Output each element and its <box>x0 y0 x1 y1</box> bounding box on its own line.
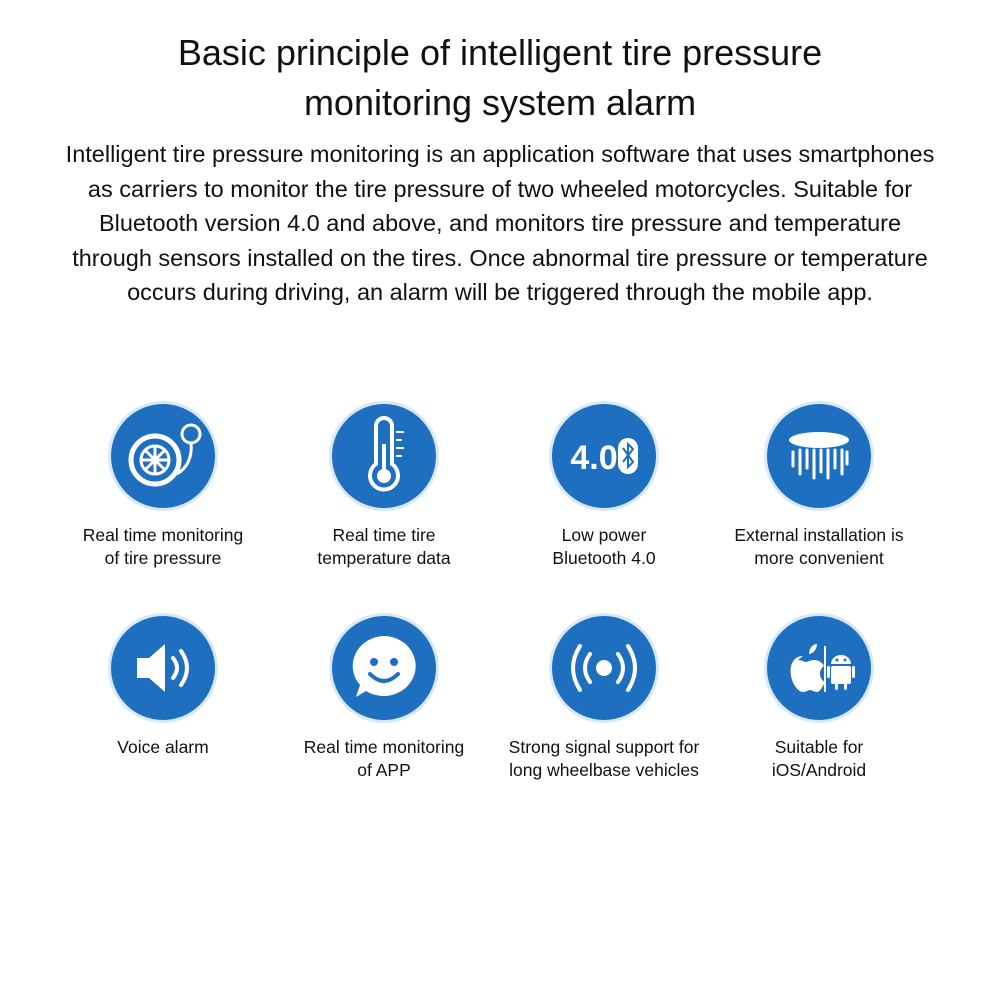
feature-label-line: Bluetooth 4.0 <box>552 548 656 568</box>
title-line: monitoring system alarm <box>303 82 697 123</box>
feature-external-installation <box>709 404 929 570</box>
feature-label-line: Suitable for <box>774 737 864 757</box>
feature-ios-android <box>709 616 929 782</box>
feature-label-line: Low power <box>561 525 647 545</box>
title-line: Basic principle of intelligent tire pressure <box>177 32 823 73</box>
feature-label-line: Real time monitoring <box>82 525 244 545</box>
smiley-chat-icon <box>332 616 436 720</box>
tire-gauge-icon <box>111 404 215 508</box>
feature-strong-signal <box>494 616 714 782</box>
feature-label-line: Real time tire <box>332 525 436 545</box>
page-title <box>100 28 900 128</box>
feature-label-line: Strong signal support for <box>508 737 700 757</box>
feature-label-line: Voice alarm <box>117 737 209 757</box>
external-sensor-icon <box>767 404 871 508</box>
signal-icon <box>552 616 656 720</box>
description-line: Bluetooth version 4.0 and above, and monitors tire pressure and temperature <box>98 210 902 236</box>
description-line: Intelligent tire pressure monitoring is an application software that uses smartphones <box>65 141 935 167</box>
description-line: through sensors installed on the tires. Once abnormal tire pressure or temperature <box>72 244 928 271</box>
bluetooth-version-text: 4.0 <box>570 439 618 477</box>
description-line: occurs during driving, an alarm will be triggered through the mobile app. <box>127 279 873 305</box>
feature-bluetooth <box>494 404 714 570</box>
speaker-icon <box>111 616 215 720</box>
apple-android-icon <box>767 616 871 720</box>
description-line: as carriers to monitor the tire pressure of two wheeled motorcycles. Suitable for <box>87 175 913 202</box>
thermometer-icon <box>332 404 436 508</box>
feature-voice-alarm <box>53 616 273 759</box>
feature-label-line: of tire pressure <box>104 548 222 568</box>
feature-app-monitoring <box>274 616 494 782</box>
feature-label-line: External installation is <box>734 525 904 545</box>
bluetooth-4-icon <box>552 404 656 508</box>
feature-label-line: of APP <box>357 760 411 780</box>
feature-label-line: temperature data <box>317 548 451 568</box>
feature-tire-temperature <box>274 404 494 570</box>
feature-label-line: iOS/Android <box>771 760 867 780</box>
feature-label-line: Real time monitoring <box>303 737 465 757</box>
feature-tire-pressure <box>53 404 273 570</box>
feature-label-line: more convenient <box>754 548 884 568</box>
feature-label-line: long wheelbase vehicles <box>509 760 699 780</box>
description <box>20 137 980 310</box>
